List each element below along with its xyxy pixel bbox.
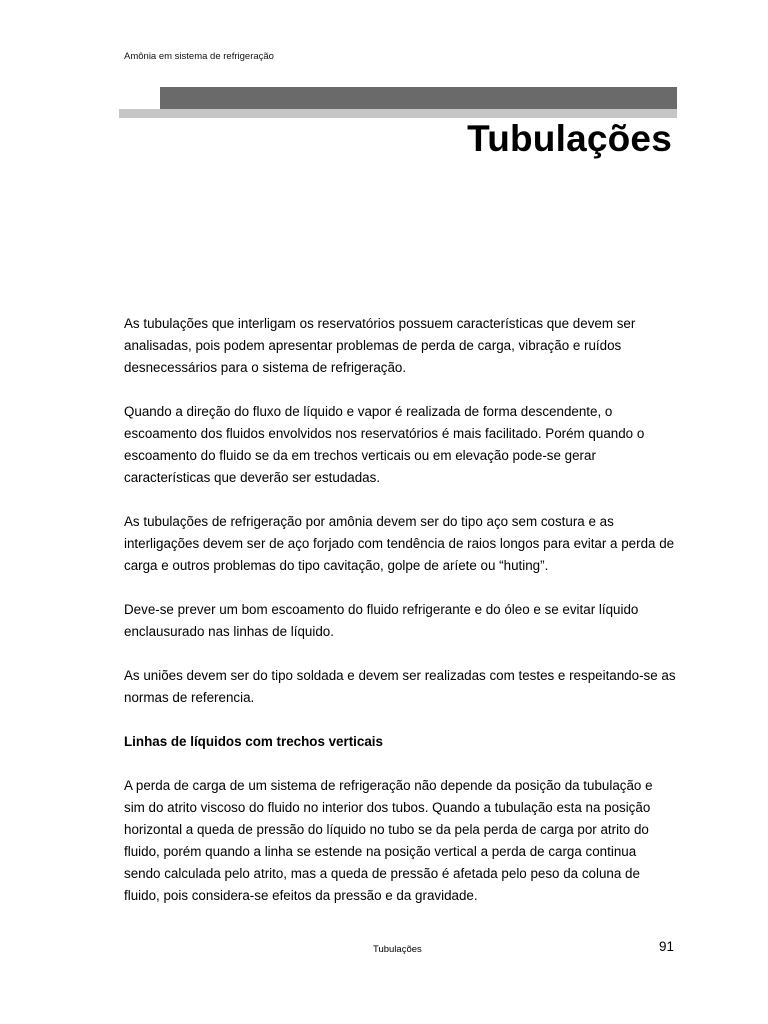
section-subheading: Linhas de líquidos com trechos verticais	[124, 734, 383, 749]
paragraph-2: Quando a direção do fluxo de líquido e vapor é realizada de forma descendente, o escoamento dos fluidos envolvidos nos reservatórios é mais facilitado. Porém quando o escoamento do fluido se da em trechos verticais ou em elevação pode-se gerar características que deverão ser estudadas.	[124, 404, 645, 485]
paragraph-1: As tubulações que interligam os reservatórios possuem características que devem ser analisadas, pois podem apresentar problemas de perda de carga, vibração e ruídos desnecessários para o sistema de refrigeração.	[124, 316, 636, 375]
paragraph-4: Deve-se prever um bom escoamento do fluido refrigerante e do óleo e se evitar líquido enclausurado nas linhas de líquido.	[124, 602, 639, 639]
paragraph-3: As tubulações de refrigeração por amônia devem ser do tipo aço sem costura e as interligações devem ser de aço forjado com tendência de raios longos para evitar a perda de carga e outros problemas do tipo cavitação, golpe de aríete ou “huting”.	[124, 514, 675, 573]
paragraph-5: As uniões devem ser do tipo soldada e devem ser realizadas com testes e respeitando-se as normas de referencia.	[124, 668, 676, 705]
footer-title: Tubulações	[373, 944, 422, 955]
body-text	[124, 313, 676, 929]
paragraph-6: A perda de carga de um sistema de refrigeração não depende da posição da tubulação e sim do atrito viscoso do fluido no interior dos tubos. Quando a tubulação esta na posição horizontal a queda de pressão do líquido no tubo se da pela perda de carga por atrito do fluido, porém quando a linha se estende na posição vertical a perda de carga continua sendo calculada pelo atrito, mas a queda de pressão é afetada pelo peso da coluna de fluido, pois considera-se efeitos da pressão e da gravidade.	[124, 778, 653, 903]
page-number: 91	[659, 939, 674, 954]
chapter-title: Tubulações	[467, 118, 672, 159]
running-header: Amônia em sistema de refrigeração	[124, 51, 274, 62]
title-bar-dark	[160, 87, 677, 109]
title-bar-light	[119, 109, 677, 118]
